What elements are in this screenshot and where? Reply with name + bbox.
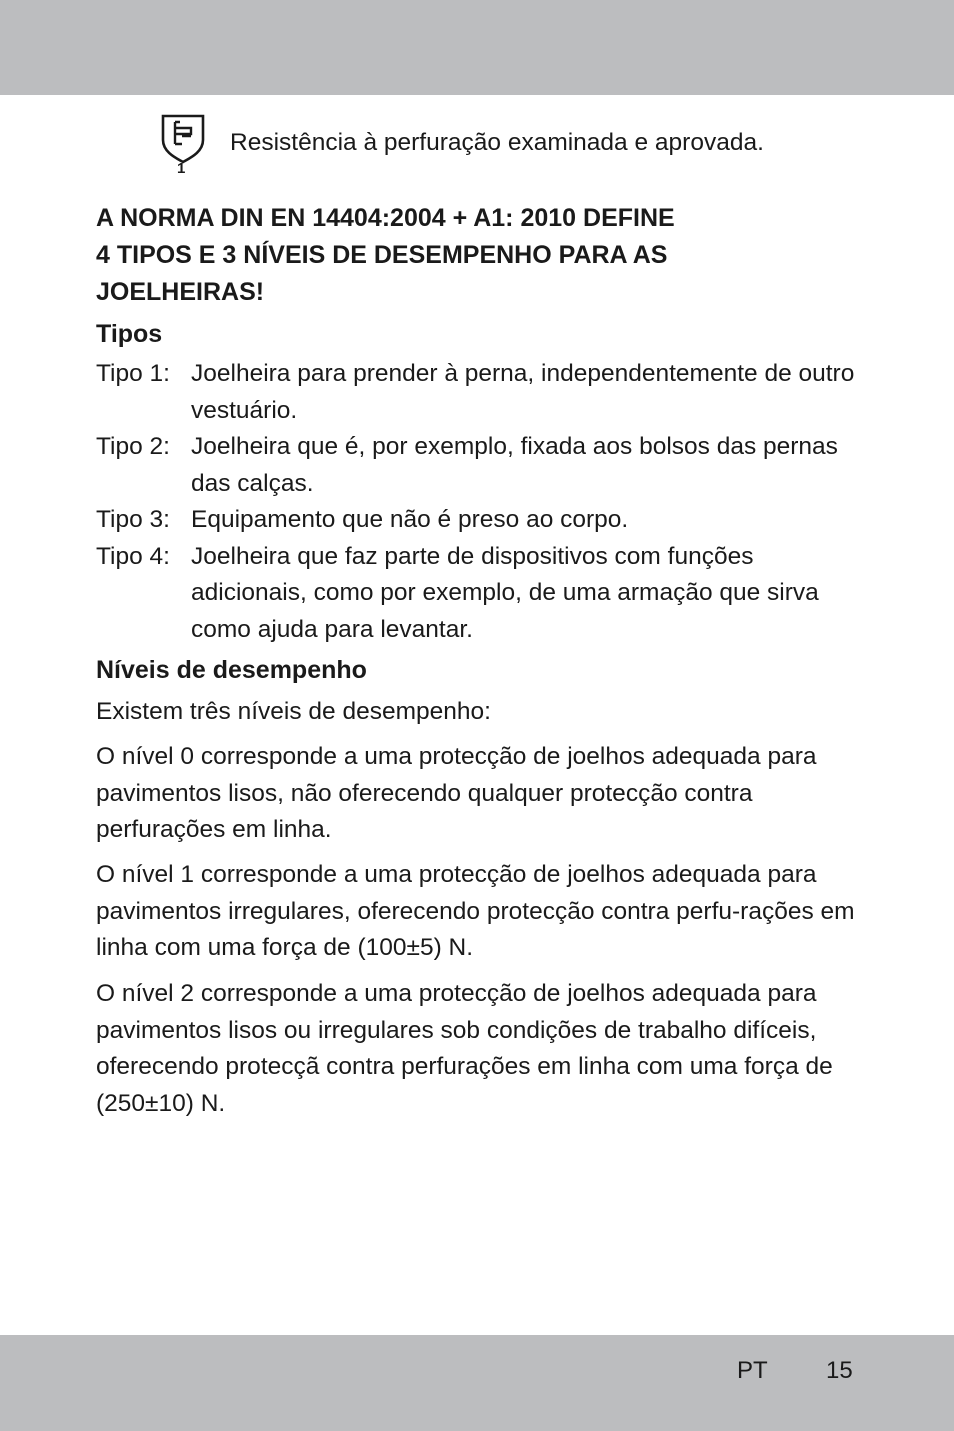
tipo-label: Tipo 1:: [96, 360, 170, 387]
heading-line: A NORMA DIN EN 14404:2004 + A1: 2010 DEFINE: [96, 204, 675, 232]
tipo-text: Joelheira que faz parte de dispositivos com funções adicionais, como por exemplo, de uma armação que sirva como ajuda para levantar.: [191, 542, 819, 643]
language-code: PT: [737, 1357, 768, 1384]
nivel-1-paragraph: O nível 1 corresponde a uma protecção de joelhos adequada para pavimentos irregulares, oferecendo protecção contra perfu-rações em linha com uma força de (100±5) N.: [96, 861, 855, 961]
tipo-label: Tipo 2:: [96, 433, 170, 460]
puncture-resistance-shield-icon: [160, 114, 206, 182]
section-heading: [96, 200, 856, 311]
tipo-label: Tipo 4:: [96, 542, 170, 570]
niveis-intro: Existem três níveis de desempenho:: [96, 698, 491, 725]
tipo-text: Joelheira para prender à perna, independentemente de outro vestuário.: [191, 360, 855, 424]
shield-level-number: 1: [177, 160, 186, 177]
header-band: [0, 0, 954, 95]
page-number: 15: [826, 1357, 853, 1384]
tipos-title: Tipos: [96, 320, 163, 348]
tipo-text: Joelheira que é, por exemplo, fixada aos bolsos das pernas das calças.: [191, 433, 838, 497]
heading-line: JOELHEIRAS!: [96, 278, 265, 306]
nivel-2-paragraph: O nível 2 corresponde a uma protecção de joelhos adequada para pavimentos lisos ou irregulares sob condições de trabalho difíceis, oferecendo protecçã contra perfurações em linha com uma força de (250±10) N.: [96, 980, 833, 1117]
shield-icon: [160, 114, 206, 164]
tipo-label: Tipo 3:: [96, 506, 170, 533]
tipo-item: [96, 356, 866, 429]
tipo-item: [96, 539, 866, 649]
tipos-list: [96, 356, 866, 648]
tipo-item: [96, 502, 866, 539]
heading-line: 4 TIPOS E 3 NÍVEIS DE DESEMPENHO PARA AS: [96, 241, 668, 269]
tipo-text: Equipamento que não é preso ao corpo.: [191, 506, 629, 533]
nivel-0-paragraph: O nível 0 corresponde a uma protecção de joelhos adequada para pavimentos lisos, não oferecendo qualquer protecção contra perfurações em linha.: [96, 743, 817, 843]
niveis-title: Níveis de desempenho: [96, 656, 367, 684]
icon-caption: Resistência à perfuração examinada e aprovada.: [230, 129, 764, 156]
footer-band: [0, 1335, 954, 1431]
tipo-item: [96, 429, 866, 502]
